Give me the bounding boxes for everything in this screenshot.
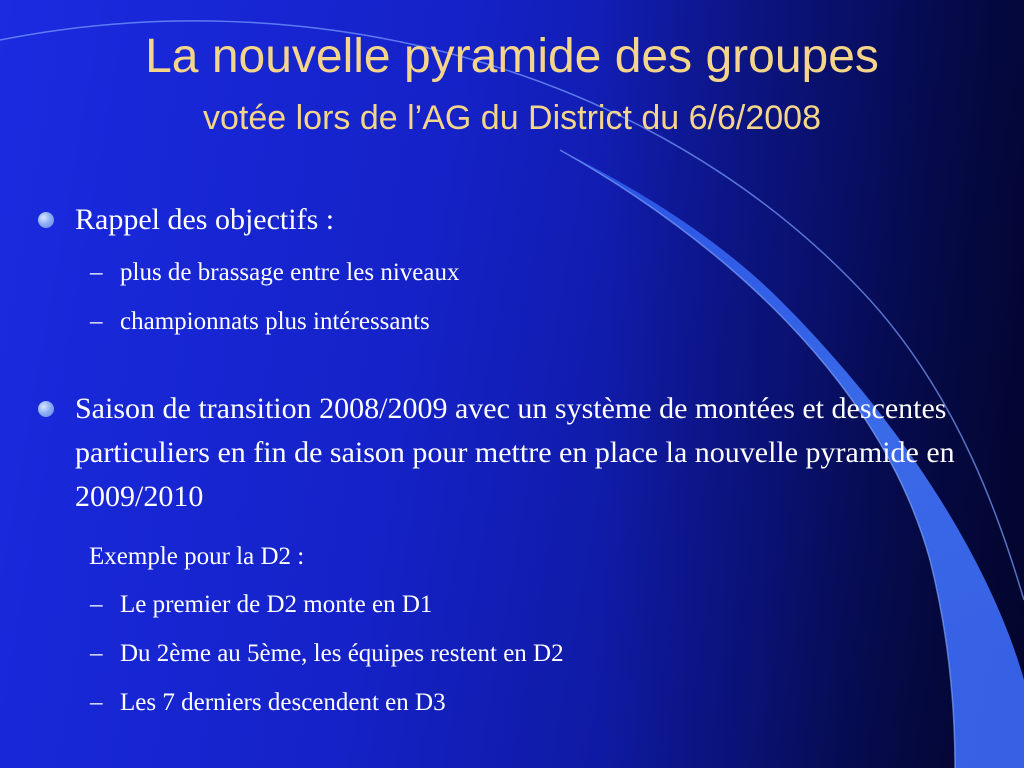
list-item: [90, 257, 920, 289]
subitem-text: Du 2ème au 5ème, les équipes restent en D2: [120, 640, 564, 667]
list-item: [90, 589, 920, 621]
list-item: [90, 638, 920, 670]
bullet-transition: [75, 387, 955, 519]
subitem-text: plus de brassage entre les niveaux: [120, 259, 460, 286]
list-item: [90, 306, 920, 338]
bullet-objectives: [75, 198, 955, 242]
subitem-text: Les 7 derniers descendent en D3: [120, 689, 446, 716]
circle-bullet-icon: [38, 212, 54, 228]
circle-bullet-icon: [38, 401, 54, 417]
dash-icon: –: [90, 640, 103, 667]
dash-icon: –: [90, 591, 103, 618]
slide-title: La nouvelle pyramide des groupes: [145, 30, 879, 83]
subitem-text: championnats plus intéressants: [120, 308, 430, 335]
dash-icon: –: [90, 259, 103, 286]
bullet-text: Rappel des objectifs :: [75, 203, 335, 236]
dash-icon: –: [90, 308, 103, 335]
example-label: Exemple pour la D2 :: [89, 543, 305, 570]
list-item: [90, 687, 920, 719]
dash-icon: –: [90, 689, 103, 716]
slide-subtitle: votée lors de l’AG du District du 6/6/2008: [203, 99, 821, 137]
bullet-text: Saison de transition 2008/2009 avec un système de montées et descentes particuliers en fin de saison pour mettre en place la nouvelle pyramide en 2009/2010: [75, 392, 955, 513]
subitem-text: Le premier de D2 monte en D1: [120, 591, 433, 618]
